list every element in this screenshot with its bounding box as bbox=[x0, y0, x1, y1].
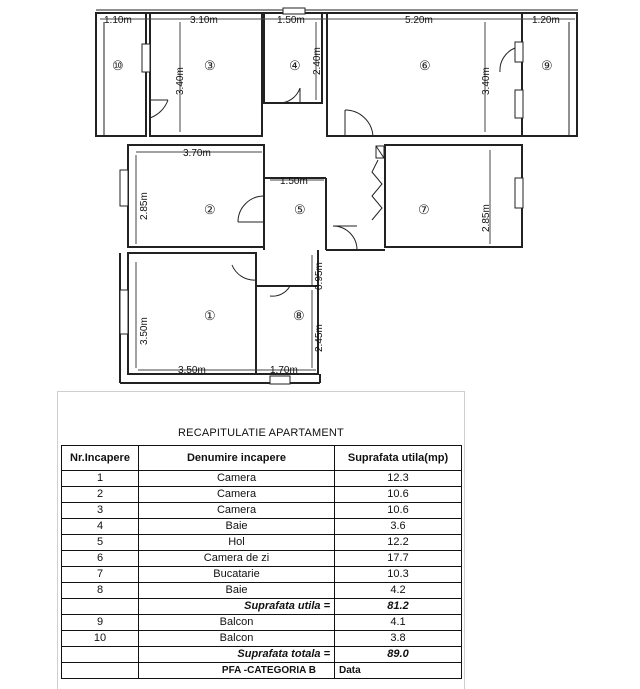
table-row bbox=[62, 583, 462, 599]
dim-label: 1.50m bbox=[280, 176, 308, 187]
dim-label: 1.20m bbox=[532, 15, 560, 26]
room-number-2: ② bbox=[204, 202, 216, 217]
dim-label: 5.20m bbox=[405, 15, 433, 26]
cell: Hol bbox=[139, 535, 335, 551]
subtotal-row bbox=[62, 599, 462, 615]
cell: 3.8 bbox=[335, 631, 462, 647]
cell: Camera bbox=[139, 503, 335, 519]
room-number-3: ③ bbox=[204, 58, 216, 73]
table-row bbox=[62, 471, 462, 487]
cell: 4.2 bbox=[335, 583, 462, 599]
cell bbox=[62, 663, 139, 679]
cell: Camera bbox=[139, 487, 335, 503]
dim-label: 3.10m bbox=[190, 15, 218, 26]
table-row bbox=[62, 519, 462, 535]
cell: Balcon bbox=[139, 615, 335, 631]
cell: Baie bbox=[139, 519, 335, 535]
room-8-outline bbox=[256, 286, 318, 374]
cell: 7 bbox=[62, 567, 139, 583]
dim-label: 1.10m bbox=[104, 15, 132, 26]
dim-label: 2.85m bbox=[139, 192, 150, 220]
room-7-outline bbox=[385, 145, 522, 247]
table-header-row bbox=[62, 446, 462, 471]
room-number-5: ⑤ bbox=[294, 202, 306, 217]
cell: 9 bbox=[62, 615, 139, 631]
dim-label: 3.40m bbox=[481, 67, 492, 95]
cell: 12.3 bbox=[335, 471, 462, 487]
room-number-9: ⑨ bbox=[541, 58, 553, 73]
subtotal-value: 81.2 bbox=[335, 599, 462, 615]
cell: 12.2 bbox=[335, 535, 462, 551]
column-header: Nr.Incapere bbox=[62, 446, 139, 471]
dim-label: 3.50m bbox=[178, 365, 206, 376]
footer-value: Data bbox=[335, 663, 462, 679]
total-row bbox=[62, 647, 462, 663]
dim-label: 1.70m bbox=[270, 365, 298, 376]
dim-label: 2.40m bbox=[312, 47, 323, 75]
dim-label: 2.45m bbox=[314, 324, 325, 352]
summary-table bbox=[61, 445, 462, 679]
room-number-8: ⑧ bbox=[293, 308, 305, 323]
room-3-outline bbox=[150, 13, 262, 136]
cell: Balcon bbox=[139, 631, 335, 647]
cell bbox=[62, 599, 139, 615]
table-row bbox=[62, 615, 462, 631]
cell: 10.6 bbox=[335, 503, 462, 519]
total-label: Suprafata totala = bbox=[139, 647, 335, 663]
cell: Bucatarie bbox=[139, 567, 335, 583]
cell: 8 bbox=[62, 583, 139, 599]
subtotal-label: Suprafata utila = bbox=[139, 599, 335, 615]
cell: 10 bbox=[62, 631, 139, 647]
dim-label: 0.95m bbox=[314, 262, 325, 290]
table-title: RECAPITULATIE APARTAMENT bbox=[178, 427, 344, 439]
column-header: Denumire incapere bbox=[139, 446, 335, 471]
dim-label: 3.50m bbox=[139, 317, 150, 345]
cell: 4 bbox=[62, 519, 139, 535]
room-number-4: ④ bbox=[289, 58, 301, 73]
dim-label: 3.70m bbox=[183, 148, 211, 159]
summary-table-panel bbox=[57, 391, 465, 689]
dim-label: 1.50m bbox=[277, 15, 305, 26]
room-number-1: ① bbox=[204, 308, 216, 323]
cell: 4.1 bbox=[335, 615, 462, 631]
table-row bbox=[62, 551, 462, 567]
dim-label: 2.85m bbox=[481, 204, 492, 232]
dim-label: 3.40m bbox=[175, 67, 186, 95]
footer-row bbox=[62, 663, 462, 679]
room-number-6: ⑥ bbox=[419, 58, 431, 73]
table-row bbox=[62, 535, 462, 551]
room-1-outline bbox=[128, 253, 256, 374]
cell: 6 bbox=[62, 551, 139, 567]
room-6-outline bbox=[327, 13, 522, 136]
cell: 10.6 bbox=[335, 487, 462, 503]
cell: 1 bbox=[62, 471, 139, 487]
table-row bbox=[62, 503, 462, 519]
cell: 5 bbox=[62, 535, 139, 551]
cell: 17.7 bbox=[335, 551, 462, 567]
cell: Camera bbox=[139, 471, 335, 487]
cell bbox=[62, 647, 139, 663]
table-row bbox=[62, 567, 462, 583]
column-header: Suprafata utila(mp) bbox=[335, 446, 462, 471]
total-value: 89.0 bbox=[335, 647, 462, 663]
footer-label: PFA -CATEGORIA B bbox=[139, 663, 335, 679]
room-number-10: ⑩ bbox=[112, 58, 124, 73]
cell: 3.6 bbox=[335, 519, 462, 535]
table-row bbox=[62, 487, 462, 503]
cell: 10.3 bbox=[335, 567, 462, 583]
room-number-7: ⑦ bbox=[418, 202, 430, 217]
cell: Baie bbox=[139, 583, 335, 599]
cell: 3 bbox=[62, 503, 139, 519]
table-row bbox=[62, 631, 462, 647]
cell: 2 bbox=[62, 487, 139, 503]
cell: Camera de zi bbox=[139, 551, 335, 567]
